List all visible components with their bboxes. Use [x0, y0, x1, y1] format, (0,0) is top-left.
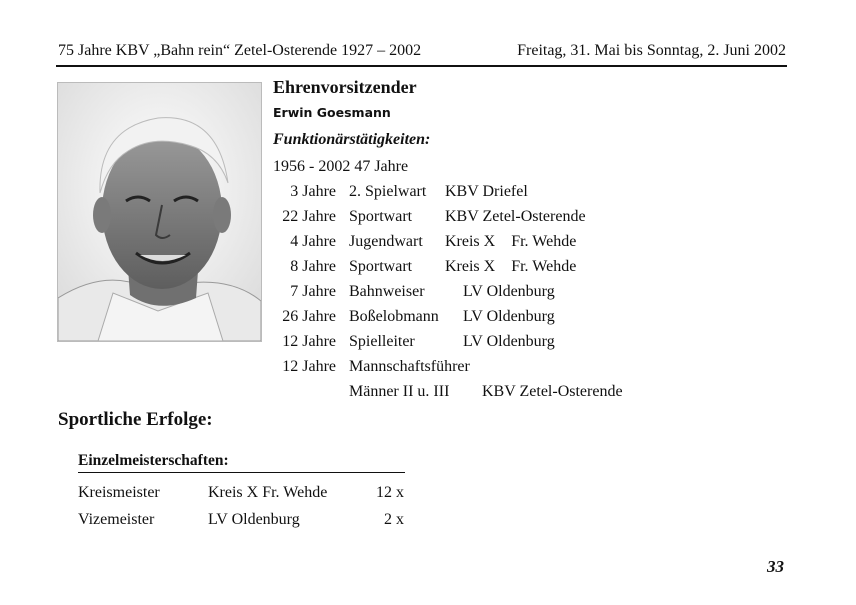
- function-role: Spielleiter: [349, 333, 415, 350]
- function-years: 22 Jahre: [282, 208, 336, 225]
- function-role: Sportwart: [349, 258, 413, 275]
- championship-title: Vizemeister: [78, 511, 155, 528]
- header-event-dates: Freitag, 31. Mai bis Sonntag, 2. Juni 2002: [517, 42, 786, 59]
- functions-heading: Funktionärstätigkeiten:: [273, 131, 431, 148]
- portrait-photo: [57, 82, 262, 342]
- function-years: 4 Jahre: [290, 233, 336, 250]
- function-org: LV Oldenburg: [463, 308, 555, 325]
- function-role: 2. Spielwart: [349, 183, 427, 200]
- profile-title: Ehrenvorsitzender: [273, 77, 417, 97]
- championship-count: 12 x: [376, 484, 404, 501]
- function-years: 12 Jahre: [282, 333, 336, 350]
- function-org: KBV Zetel-Osterende: [445, 208, 586, 225]
- function-years: 8 Jahre: [290, 258, 336, 275]
- function-role: Bahnweiser: [349, 283, 425, 300]
- championship-title: Kreismeister: [78, 484, 160, 501]
- function-years: 26 Jahre: [282, 308, 336, 325]
- championship-scope: LV Oldenburg: [208, 511, 300, 528]
- header-publication-title: 75 Jahre KBV „Bahn rein“ Zetel-Osterende 1927 – 2002: [58, 42, 422, 59]
- function-org: Kreis X Fr. Wehde: [445, 233, 577, 250]
- function-org: KBV Driefel: [445, 183, 528, 200]
- service-period: 1956 - 2002 47 Jahre: [273, 158, 409, 175]
- function-years: 3 Jahre: [290, 183, 336, 200]
- profile-name: Erwin Goesmann: [273, 105, 391, 120]
- function-org: Kreis X Fr. Wehde: [445, 258, 577, 275]
- function-org: KBV Zetel-Osterende: [482, 383, 623, 400]
- function-org: LV Oldenburg: [463, 283, 555, 300]
- championship-count: 2 x: [384, 511, 404, 528]
- page-header: [58, 42, 786, 60]
- function-role: Männer II u. III: [349, 383, 450, 400]
- function-years: 12 Jahre: [282, 358, 336, 375]
- function-role: Mannschaftsführer: [349, 358, 470, 375]
- championship-row: [78, 511, 404, 535]
- portrait-illustration: [58, 83, 261, 341]
- championship-row: [78, 484, 404, 508]
- achievements-heading: Sportliche Erfolge:: [58, 409, 213, 430]
- function-org: LV Oldenburg: [463, 333, 555, 350]
- championship-scope: Kreis X Fr. Wehde: [208, 484, 328, 501]
- function-years: 7 Jahre: [290, 283, 336, 300]
- function-role: Jugendwart: [349, 233, 423, 250]
- page-number: 33: [767, 557, 784, 576]
- header-rule: [56, 65, 787, 67]
- function-role: Sportwart: [349, 208, 413, 225]
- championships-subheading: Einzelmeisterschaften:: [78, 452, 405, 473]
- function-role: Boßelobmann: [349, 308, 439, 325]
